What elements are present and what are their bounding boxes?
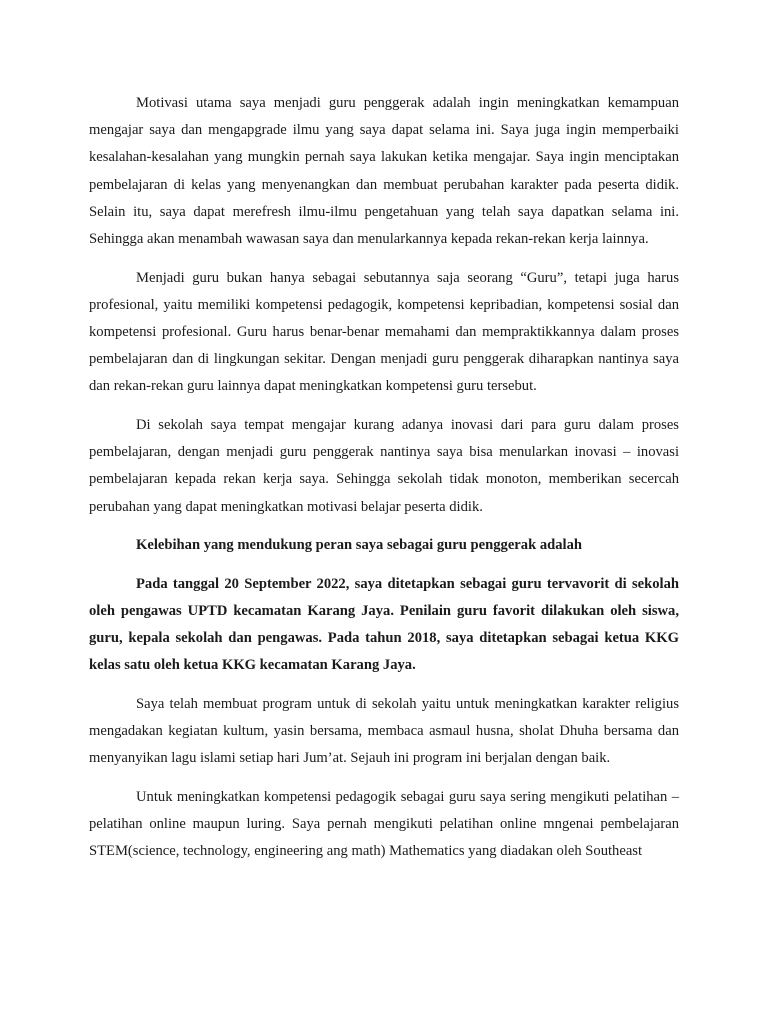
- paragraph-professional-teacher: Menjadi guru bukan hanya sebagai sebutannya saja seorang “Guru”, tetapi juga harus profesional, yaitu memiliki kompetensi pedagogik, kompetensi kepribadian, kompetensi sosial dan kompetensi profesional. Guru harus benar-benar memahami dan mempraktikkannya dalam proses pembelajaran dan di lingkungan sekitar. Dengan menjadi guru penggerak diharapkan nantinya saya dan rekan-rekan guru lainnya dapat meningkatkan kompetensi guru tersebut.: [89, 269, 679, 395]
- paragraph-pedagogic-training: Untuk meningkatkan kompetensi pedagogik sebagai guru saya sering mengikuti pelatihan – pelatihan online maupun luring. Saya pernah mengikuti pelatihan online mngenai pembelajaran STEM(science, technology, engineering ang math) Mathematics yang diadakan oleh Southeast: [89, 789, 679, 860]
- paragraph-school-innovation: Di sekolah saya tempat mengajar kurang adanya inovasi dari para guru dalam proses pembelajaran, dengan menjadi guru penggerak nantinya saya bisa menularkan inovasi – inovasi pembelajaran kepada rekan kerja saya. Sehingga sekolah tidak monoton, memberikan secercah perubahan yang dapat meningkatkan motivasi belajar peserta didik.: [89, 417, 679, 515]
- paragraph-school-program: Saya telah membuat program untuk di sekolah yaitu untuk meningkatkan karakter religius mengadakan kegiatan kultum, yasin bersama, membaca asmaul husna, sholat Dhuha bersama dan menyanyikan lagu islami setiap hari Jum’at. Sejauh ini program ini berjalan dengan baik.: [89, 696, 679, 767]
- section-heading-strengths: Kelebihan yang mendukung peran saya sebagai guru penggerak adalah: [136, 537, 583, 554]
- document-page: [89, 90, 679, 877]
- paragraph-achievements: Pada tanggal 20 September 2022, saya ditetapkan sebagai guru tervavorit di sekolah oleh pengawas UPTD kecamatan Karang Jaya. Penilain guru favorit dilakukan oleh siswa, guru, kepala sekolah dan pengawas. Pada tahun 2018, saya ditetapkan sebagai ketua KKG kelas satu oleh ketua KKG kecamatan Karang Jaya.: [89, 575, 679, 674]
- paragraph-motivation: Motivasi utama saya menjadi guru penggerak adalah ingin meningkatkan kemampuan mengajar saya dan mengapgrade ilmu yang saya dapat selama ini. Saya juga ingin memperbaiki kesalahan-kesalahan yang mungkin pernah saya lakukan ketika mengajar. Saya ingin menciptakan pembelajaran di kelas yang menyenangkan dan membuat perubahan karakter pada peserta didik. Selain itu, saya dapat merefresh ilmu-ilmu pengetahuan yang telah saya dapatkan selama ini. Sehingga akan menambah wawasan saya dan menularkannya kepada rekan-rekan kerja lainnya.: [89, 95, 679, 248]
